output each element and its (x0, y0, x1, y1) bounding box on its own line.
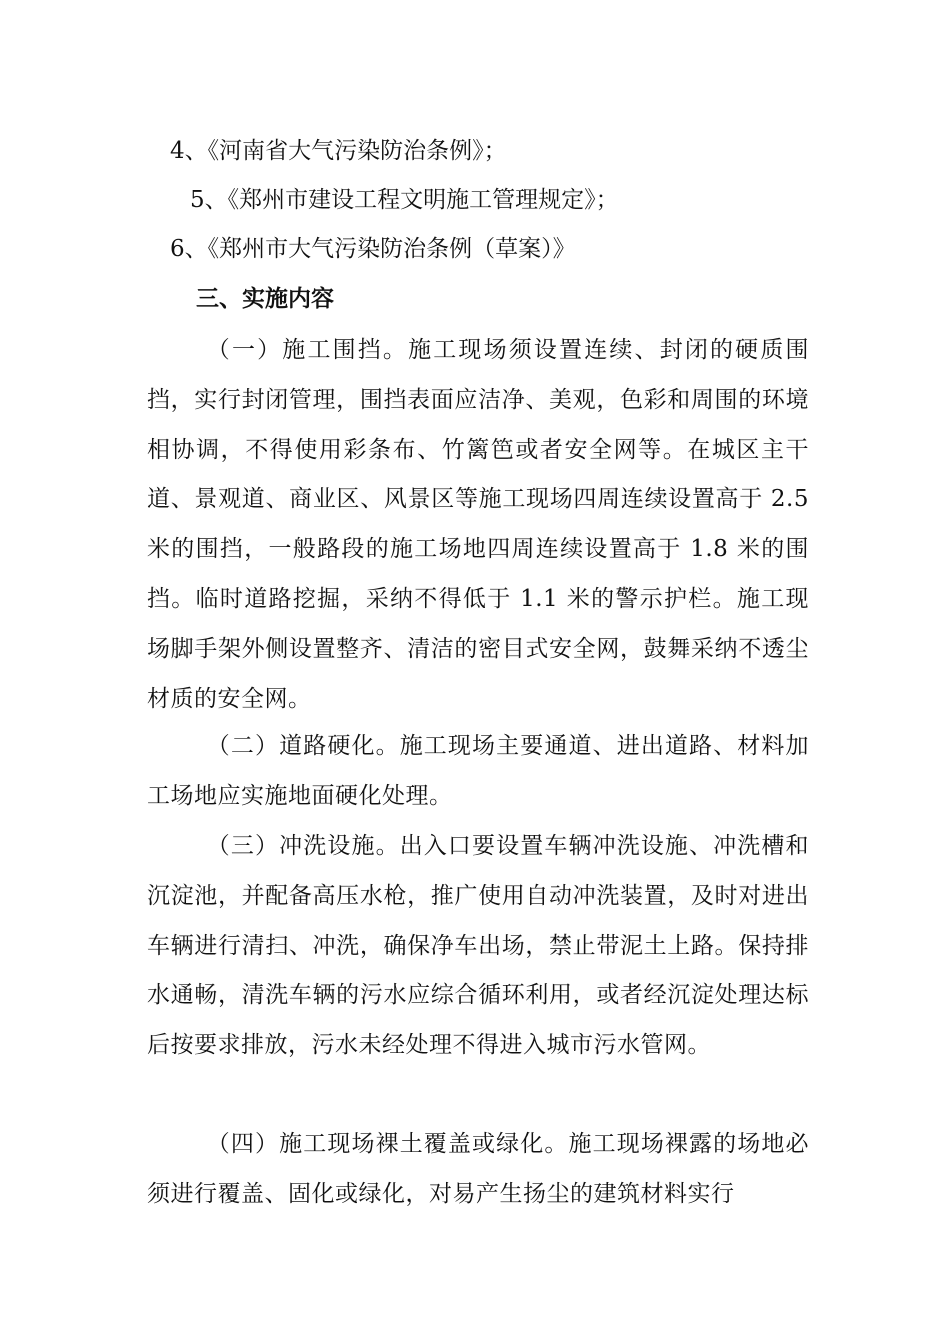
list-item-4 (170, 136, 507, 166)
list-item-number: 4、 (170, 138, 208, 164)
section-heading: 三、实施内容 (196, 285, 334, 312)
paragraph-soil-cover: （四）施工现场裸土覆盖或绿化。施工现场裸露的场地必须进行覆盖、固化或绿化，对易产生扬尘的建筑材料实行 (147, 1131, 809, 1207)
list-item-number: 5、 (190, 187, 228, 213)
list-item-text: 《郑州市大气污染防治条例（草案）》 (207, 236, 576, 262)
list-item-text: 《郑州市建设工程文明施工管理规定》； (227, 187, 619, 213)
list-item-number: 6、 (170, 236, 208, 262)
list-item-text: 《河南省大气污染防治条例》； (207, 138, 507, 164)
list-item-5 (190, 185, 619, 215)
paragraph-washing-facilities: （三）冲洗设施。出入口要设置车辆冲洗设施、冲洗槽和沉淀池，并配备高压水枪，推广使用自动冲洗装置，及时对进出车辆进行清扫、冲洗，确保净车出场，禁止带泥土上路。保持排水通畅，清洗车辆的污水应综合循环利用，或者经沉淀处理达标后按要求排放，污水未经处理不得进入城市污水管网。 (147, 833, 809, 1059)
paragraph-enclosure: （一）施工围挡。施工现场须设置连续、封闭的硬质围挡，实行封闭管理，围挡表面应洁净、美观，色彩和周围的环境相协调，不得使用彩条布、竹篱笆或者安全网等。在城区主干道、景观道、商业区、风景区等施工现场四周连续设置高于 2.5 米的围挡，一般路段的施工场地四周连续设置高于 1.8 米的围挡。临时道路挖掘，采纳不得低于 1.1 米的警示护栏。施工现场脚手架外侧设置整齐、清洁的密目式安全网，鼓舞采纳不透尘材质的安全网。 (147, 337, 809, 712)
paragraph-road-hardening: （二）道路硬化。施工现场主要通道、进出道路、材料加工场地应实施地面硬化处理。 (147, 733, 809, 809)
list-item-6 (170, 234, 576, 264)
